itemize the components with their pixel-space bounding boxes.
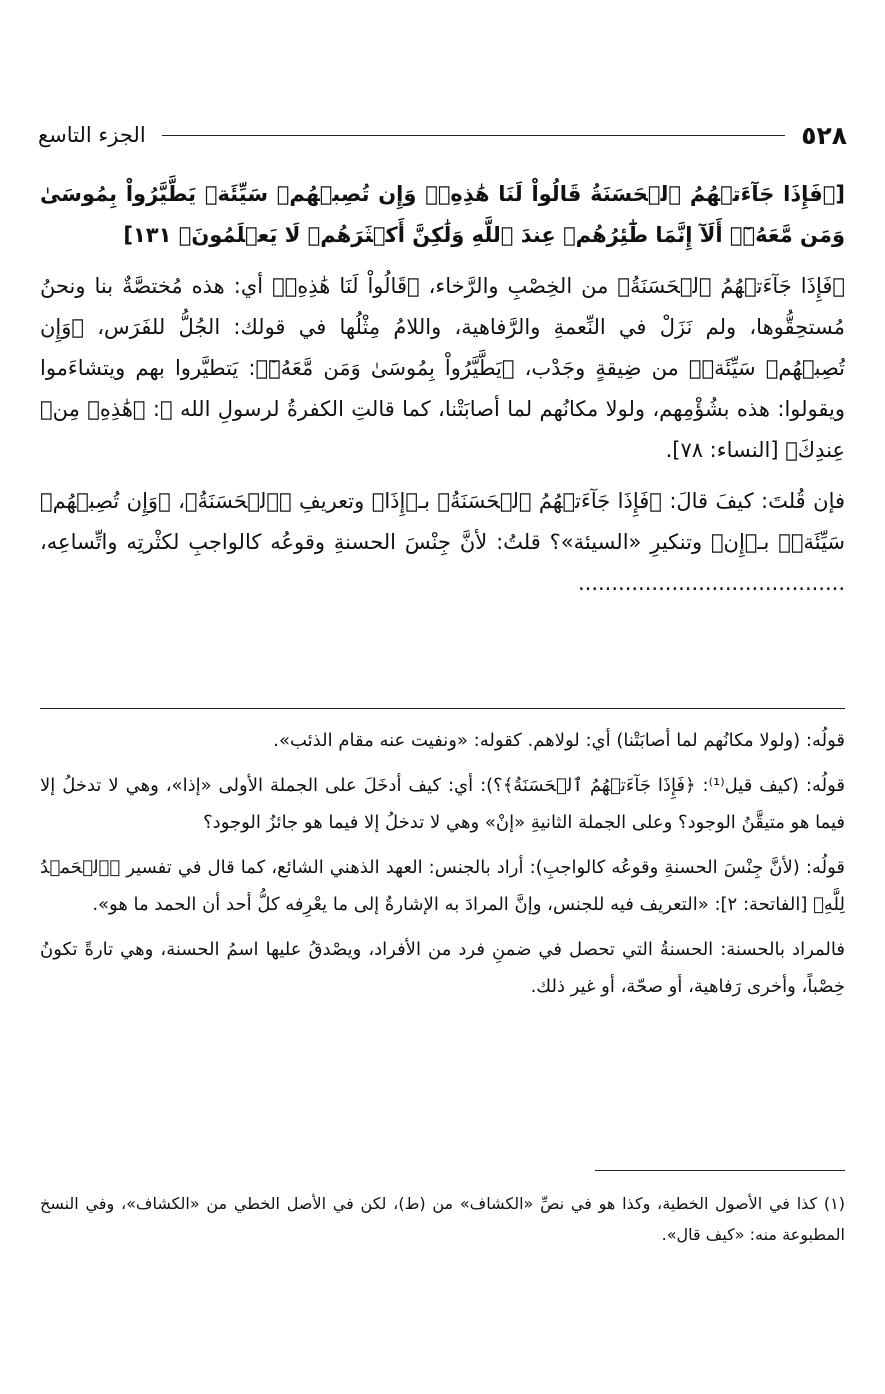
quran-verse: [﴿فَإِذَا جَآءَتۡهُمُ ٱلۡحَسَنَةُ قَالُواْ لَنَا هَٰذِهِۦۖ وَإِن تُصِبۡهُمۡ سَيِّئَةٞ يَطَّيَّرُواْ بِمُوسَىٰ وَمَن مَّعَهُۥٓۗ أَلَآ إِنَّمَا طَٰٓئِرُهُمۡ عِندَ ٱللَّهِ وَلَٰكِنَّ أَكۡثَرَهُمۡ لَا يَعۡلَمُونَ﴾ ١٣١] — [40, 182, 845, 247]
main-paragraph-2: فإن قُلتَ: كيفَ قالَ: ﴿فَإِذَا جَآءَتۡهُمُ ٱلۡحَسَنَةُ﴾ بـ﴿إِذَا﴾ وتعريفِ ﴿ٱلۡحَسَنَةُ﴾، ﴿وَإِن تُصِبۡهُمۡ سَيِّئَةٞ﴾ بـ﴿إِن﴾ وتنكيرِ «السيئة»؟ قلتُ: لأنَّ جِنْسَ الحسنةِ وقوعُه كالواجبِ لكثْرتِه واتِّساعِه، ........................................ — [40, 489, 845, 595]
footnote-divider — [595, 1170, 845, 1171]
commentary-paragraph-4: فالمراد بالحسنة: الحسنةُ التي تحصل في ضمنِ فرد من الأفراد، ويصْدقُ عليها اسمُ الحسنة، وهي تارةً تكونُ خِصْباً، وأخرى رَفاهية، أو صحّة، أو غير ذلك. — [40, 939, 845, 997]
section-divider — [40, 708, 845, 709]
commentary-paragraph-3: قولُه: (لأنَّ جِنْسَ الحسنةِ وقوعُه كالواجبِ): أراد بالجنس: العهد الذهني الشائع، كما قال في تفسير ﴿ٱلۡحَمۡدُ لِلَّهِ﴾ [الفاتحة: ٢]: «التعريف فيه للجنس، وإنَّ المرادَ به الإشارةُ إلى ما يعْرِفه كلُّ أحد أن الحمد ما هو». — [40, 857, 845, 915]
page-number: ٥٢٨ — [801, 120, 847, 150]
main-text — [40, 174, 845, 694]
footnote: (١) كذا في الأصول الخطية، وكذا هو في نصِّ «الكشاف» من (ط)، لكن في الأصل الخطي من «الكشاف»، وفي النسخ المطبوعة منه: «كيف قال». — [40, 1194, 845, 1244]
commentary-section — [40, 722, 845, 1158]
commentary-paragraph-1: قولُه: (ولولا مكانُهم لما أصابَتْنا) أي: لولاهم. كقوله: «ونفيت عنه مقام الذئب». — [273, 730, 845, 751]
commentary-paragraph-2: قولُه: (كيف قيل⁽¹⁾: ﴿فَإِذَا جَآءَتۡهُمُ ٱلۡحَسَنَةُ﴾؟): أي: كيف أدخَلَ على الجملة الأولى «إذا»، وهي لا تدخلُ إلا فيما هو متيقَّنُ الوجود؟ وعلى الجملة الثانيةِ «إنْ» وهي لا تدخلُ إلا فيما هو جائزُ الوجود؟ — [40, 775, 845, 833]
main-paragraph-1: ﴿فَإِذَا جَآءَتۡهُمُ ٱلۡحَسَنَةُ﴾ من الخِصْبِ والرَّخاء، ﴿قَالُواْ لَنَا هَٰذِهِۦ﴾ أي: هذه مُختصَّةٌ بنا ونحنُ مُستحِقُّوها، ولم نَزَلْ في النِّعمةِ والرَّفاهية، واللامُ مِثْلُها في قولك: الجُلُّ للفَرَس، ﴿وَإِن تُصِبۡهُمۡ سَيِّئَةٞ﴾ من ضِيقةٍ وجَدْب، ﴿يَطَّيَّرُواْ بِمُوسَىٰ وَمَن مَّعَهُۥٓ﴾: يَتطيَّروا بهم ويتشاءَموا ويقولوا: هذه بشُؤْمِهم، ولولا مكانُهم لما أصابَتْنا، كما قالتِ الكفرةُ لرسولِ الله ﷺ: ﴿هَٰذِهِۦ مِنۡ عِندِكَ﴾ [النساء: ٧٨]. — [40, 274, 845, 462]
page-header — [38, 118, 847, 152]
running-title: الجزء التاسع — [38, 123, 146, 147]
header-rule — [162, 135, 786, 136]
